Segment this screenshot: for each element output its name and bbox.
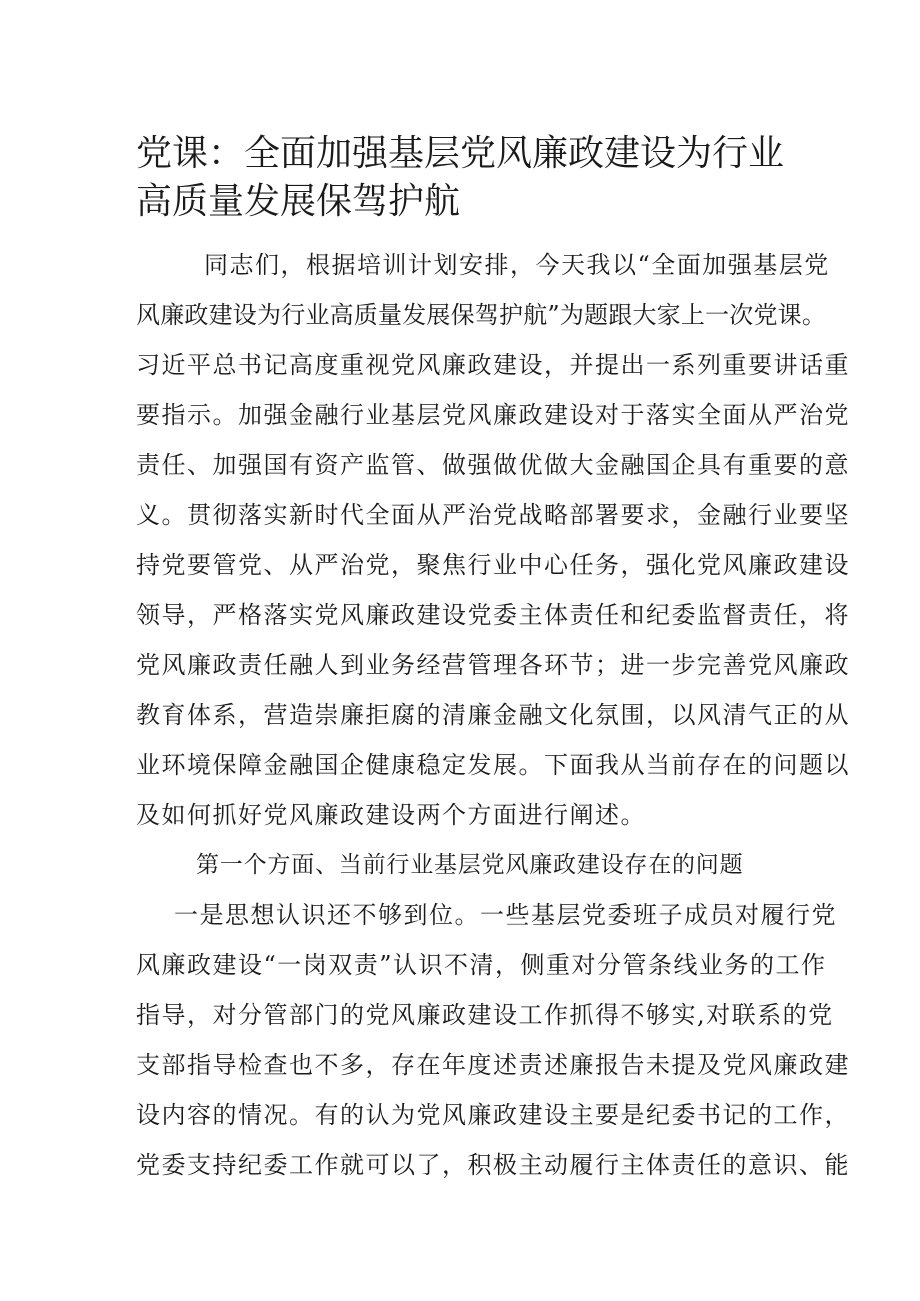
text-line: 责任、加强国有资产监管、做强做优做大金融国企具有重要的意 xyxy=(136,451,850,479)
document-title: 党课：全面加强基层党风廉政建设为行业高质量发展保驾护航 xyxy=(136,133,785,222)
text-line: 教育体系，营造崇廉拒腐的清廉金融文化氛围，以风清气正的从 xyxy=(136,701,850,729)
text-line: 风廉政建设为行业高质量发展保驾护航”为题跟大家上一次党课。 xyxy=(136,301,827,329)
text-line: 及如何抓好党风廉政建设两个方面进行阐述。 xyxy=(136,801,646,829)
text-line: 持党要管党、从严治党，聚焦行业中心任务，强化党风廉政建设 xyxy=(136,551,850,579)
text-line: 支部指导检查也不多，存在年度述责述廉报告未提及党风廉政建 xyxy=(136,1051,850,1079)
text-line: 要指示。加强金融行业基层党风廉政建设对于落实全面从严治党 xyxy=(136,401,850,429)
text-line: 指导，对分管部门的党风廉政建设工作抓得不够实,对联系的党 xyxy=(136,1001,834,1029)
section-heading: 第一个方面、当前行业基层党风廉政建设存在的问题 xyxy=(196,852,744,878)
text-line: 领导，严格落实党风廉政建设党委主体责任和纪委监督责任，将 xyxy=(136,601,850,629)
text-line: 党委支持纪委工作就可以了，积极主动履行主体责任的意识、能 xyxy=(136,1151,850,1179)
text-line: 设内容的情况。有的认为党风廉政建设主要是纪委书记的工作， xyxy=(136,1101,850,1129)
text-line: 习近平总书记高度重视党风廉政建设，并提出一系列重要讲话重 xyxy=(136,351,850,379)
text-line: 党风廉政责任融人到业务经营管理各环节；进一步完善党风廉政 xyxy=(136,651,850,679)
text-line: 业环境保障金融国企健康稳定发展。下面我从当前存在的问题以 xyxy=(136,751,850,779)
text-line: 义。贯彻落实新时代全面从严治党战略部署要求，金融行业要坚 xyxy=(136,501,850,529)
text-line: 风廉政建设“一岗双责”认识不清，侧重对分管条线业务的工作 xyxy=(136,951,827,979)
text-line: 同志们，根据培训计划安排，今天我以“全面加强基层党 xyxy=(204,251,830,279)
text-line: 一是思想认识还不够到位。一些基层党委班子成员对履行党 xyxy=(174,901,837,929)
